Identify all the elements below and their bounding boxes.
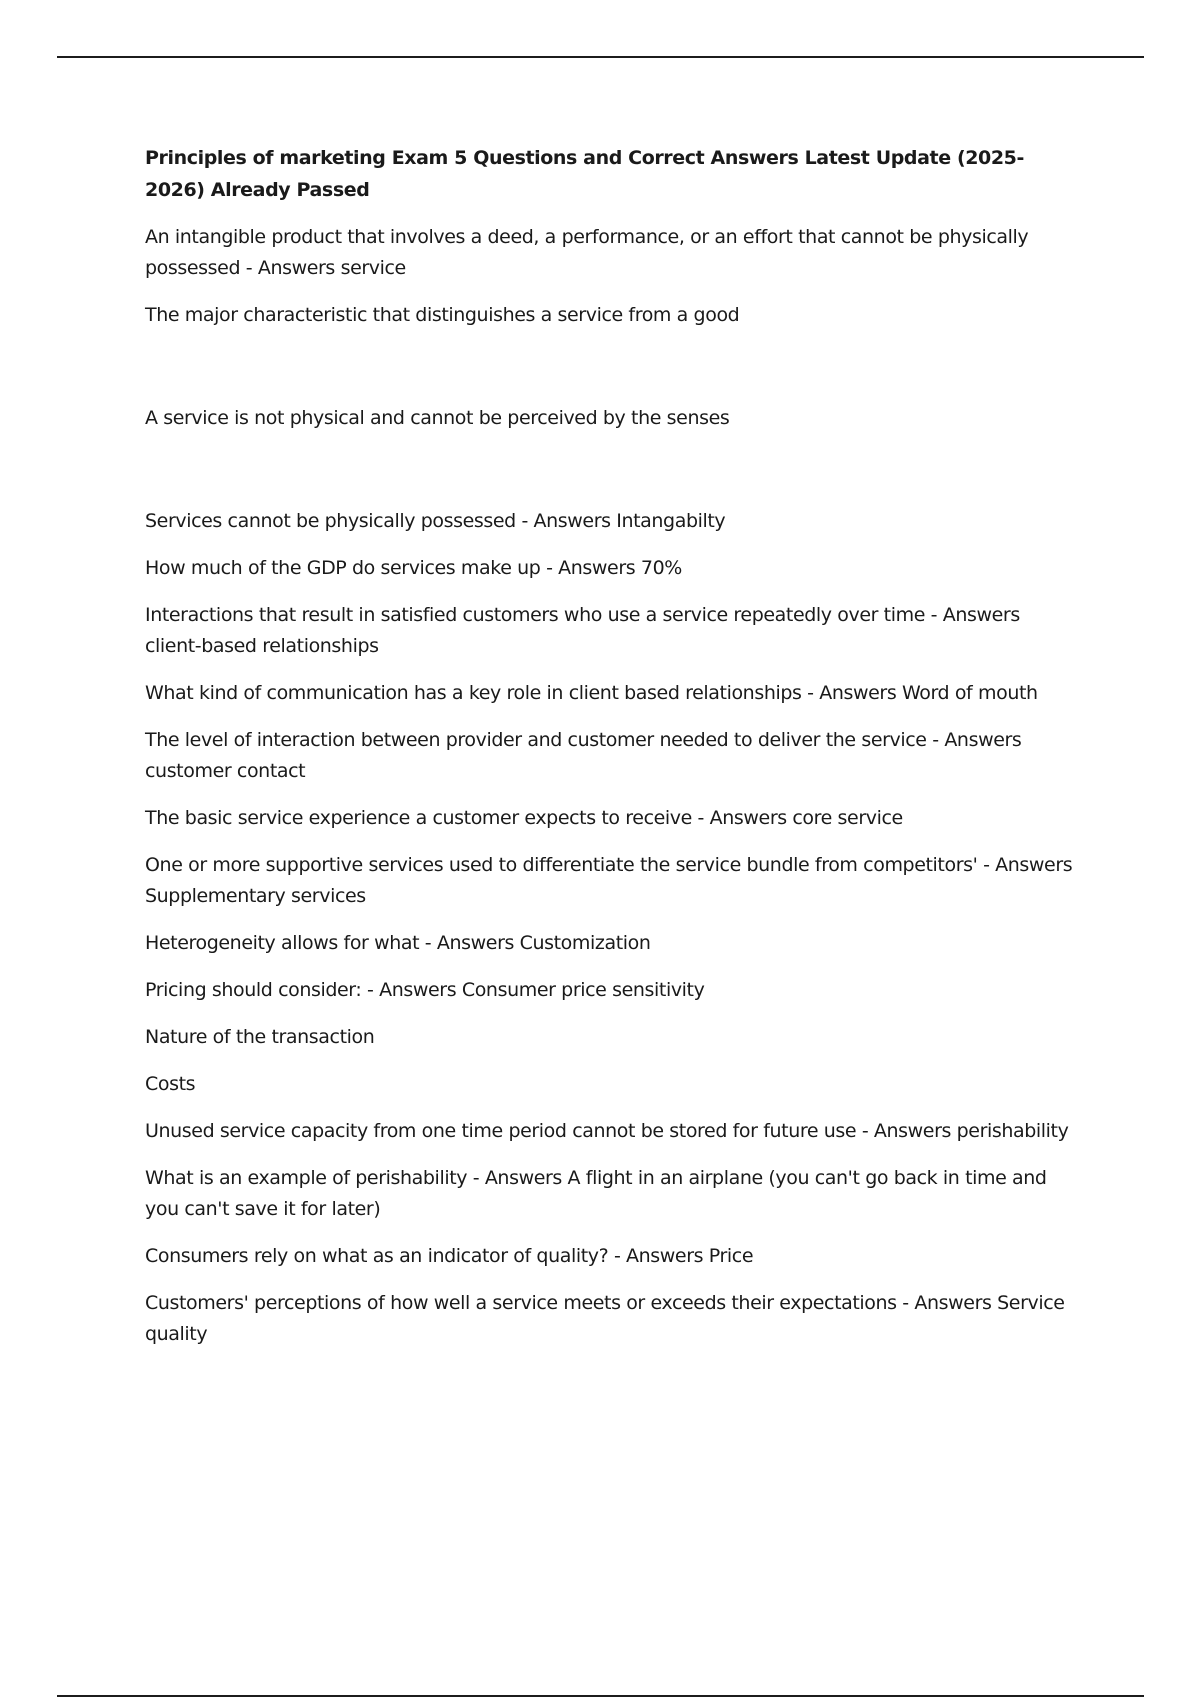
qa-paragraph: An intangible product that involves a deed, a performance, or an effort that cannot be physically possessed - Answers service: [145, 226, 1029, 279]
qa-paragraph: The major characteristic that distinguishes a service from a good: [145, 304, 740, 326]
qa-paragraph: Nature of the transaction: [145, 1026, 375, 1048]
header-rule: [57, 56, 1144, 58]
qa-paragraph: The level of interaction between provider and customer needed to deliver the service - Answers customer contact: [145, 729, 1022, 782]
qa-paragraph: How much of the GDP do services make up - Answers 70%: [145, 557, 682, 579]
document-body: [145, 142, 1075, 1366]
qa-paragraph: Services cannot be physically possessed - Answers Intangabilty: [145, 510, 726, 532]
qa-paragraph: A service is not physical and cannot be perceived by the senses: [145, 407, 730, 429]
qa-paragraph: Heterogeneity allows for what - Answers Customization: [145, 932, 651, 954]
qa-paragraph: Consumers rely on what as an indicator of quality? - Answers Price: [145, 1245, 754, 1267]
qa-paragraph: Costs: [145, 1073, 196, 1095]
qa-paragraph: The basic service experience a customer expects to receive - Answers core service: [145, 807, 903, 829]
document-title: Principles of marketing Exam 5 Questions and Correct Answers Latest Update (2025-2026) Already Passed: [145, 147, 1024, 201]
qa-paragraph: Customers' perceptions of how well a service meets or exceeds their expectations - Answers Service quality: [145, 1292, 1065, 1345]
qa-paragraph: One or more supportive services used to differentiate the service bundle from competitors' - Answers Supplementary services: [145, 854, 1073, 907]
qa-paragraph: Interactions that result in satisfied customers who use a service repeatedly over time - Answers client-based relationships: [145, 604, 1020, 657]
qa-paragraph: Pricing should consider: - Answers Consumer price sensitivity: [145, 979, 705, 1001]
qa-paragraph: What kind of communication has a key role in client based relationships - Answers Word of mouth: [145, 682, 1038, 704]
qa-paragraph: What is an example of perishability - Answers A flight in an airplane (you can't go back in time and you can't save it for later): [145, 1167, 1047, 1220]
footer-rule: [57, 1695, 1144, 1697]
qa-paragraph: Unused service capacity from one time period cannot be stored for future use - Answers perishability: [145, 1120, 1069, 1142]
